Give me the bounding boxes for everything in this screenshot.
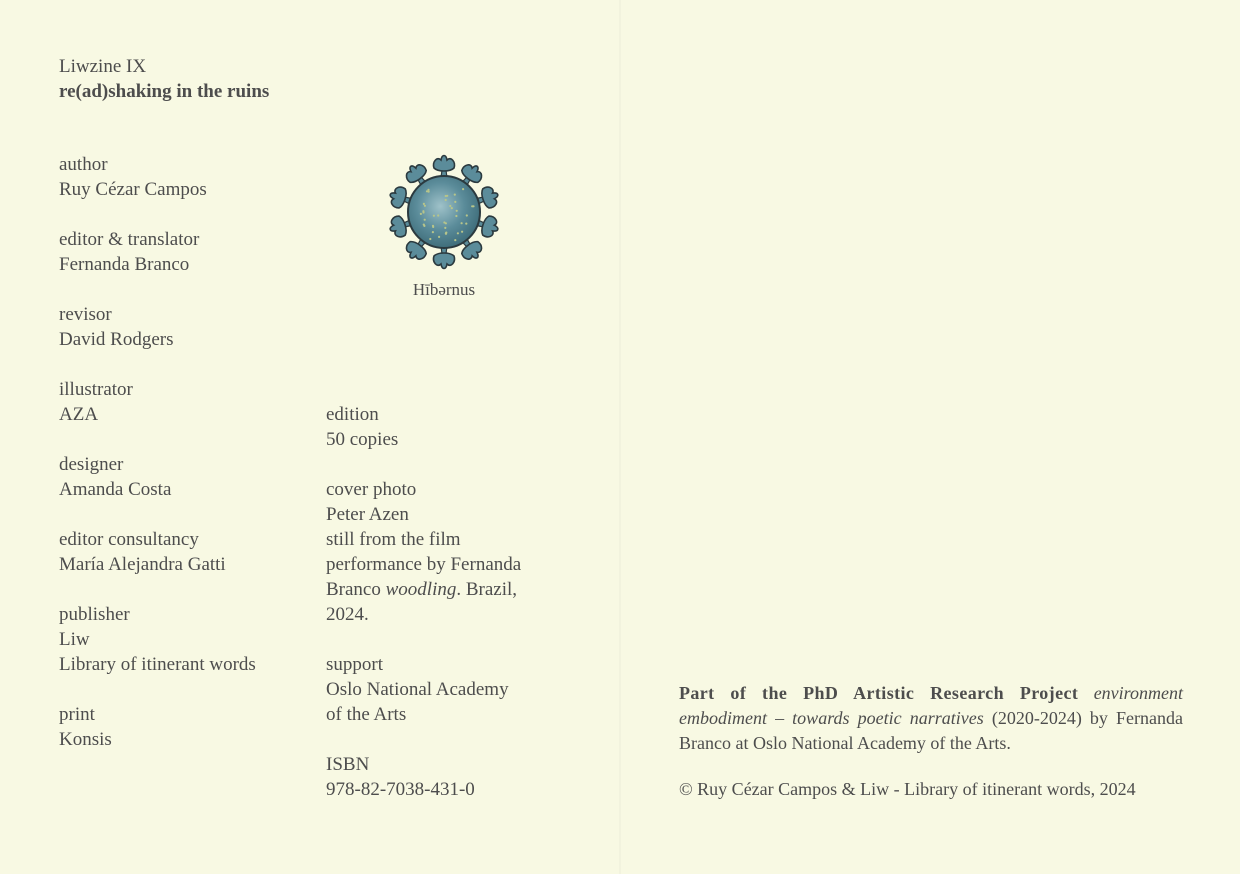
credit-role: editor consultancy [59,529,199,550]
credits-right [326,402,521,802]
credit-role: illustrator [59,379,133,400]
virus-spot [444,227,446,229]
project-prefix: Part of the PhD Artistic Research Project [679,683,1079,703]
virus-spot [426,190,428,192]
title-block [59,54,269,104]
credit-edition [326,402,521,452]
credit-line: still from the film [326,529,461,550]
credit-role: print [59,704,95,725]
virus-spot [423,225,425,227]
credit-author [59,152,256,202]
film-title: woodling [385,579,457,600]
credit-publisher [59,602,256,677]
series-label: Liwzine IX [59,56,147,77]
credit-role: support [326,654,383,675]
credit-cover-photo [326,477,521,627]
right-page [620,0,1240,874]
credit-line [326,577,521,602]
credit-role: editor & translator [59,229,200,250]
virus-spot [461,231,463,233]
credit-name: Library of itinerant words [59,654,256,675]
zine-title: re(ad)shaking in the ruins [59,81,270,102]
credit-name: Fernanda Branco [59,254,190,275]
virus-spot [422,211,424,213]
virus-spot [445,232,447,234]
virus-spike [434,156,455,179]
virus-spot [451,207,453,209]
credit-role: revisor [59,304,112,325]
virus-spot [424,205,426,207]
credit-line-post: . Brazil, [456,579,518,600]
project-title: environment embodiment – towards poetic narratives [679,683,1183,728]
virus-spot [423,203,425,205]
credit-editor-consultancy [59,527,256,577]
credits-left [59,152,256,752]
credit-role: ISBN [326,754,370,775]
credit-name: Konsis [59,729,112,750]
credit-role: cover photo [326,479,417,500]
virus-spot [445,199,447,201]
virus-spot [420,213,422,215]
credit-role: author [59,154,108,175]
virus-spot [466,214,468,216]
virus-illustration [386,154,502,270]
credit-line: performance by Fernanda [326,554,522,575]
credit-name: Ruy Cézar Campos [59,179,207,200]
credit-revisor [59,302,256,352]
credit-line: Oslo National Academy [326,679,509,700]
virus-spot [437,214,439,216]
virus-spot [455,215,457,217]
virus-spot [445,195,447,197]
virus-spot [462,188,464,190]
credit-line-pre: Branco [326,579,386,600]
credit-isbn [326,752,521,802]
credit-print [59,702,256,752]
virus-body [408,176,480,248]
credit-designer [59,452,256,502]
credit-name: Amanda Costa [59,479,172,500]
illustration-caption: Hībərnus [412,280,476,299]
virus-spot [465,223,467,225]
credit-line: of the Arts [326,704,407,725]
credit-illustrator [59,377,256,427]
credit-name: David Rodgers [59,329,174,350]
credit-line: 2024. [326,604,369,625]
virus-spot [429,238,431,240]
virus-spot [471,205,473,207]
virus-spot [449,205,451,207]
virus-spot [433,215,435,217]
virus-spot [432,231,434,233]
virus-spot [457,232,459,234]
credit-role: publisher [59,604,130,625]
virus-spot [445,222,447,224]
credit-role: edition [326,404,379,425]
virus-spot [461,222,463,224]
credit-name: Liw [59,629,90,650]
project-note [679,681,1183,756]
project-suffix: (2020-2024) by Fernanda Branco at Oslo National Academy of the Arts. [679,708,1183,753]
virus-spot [438,236,440,238]
virus-spot [424,219,426,221]
virus-spot [454,201,456,203]
virus-spot [454,194,456,196]
virus-spot [432,225,434,227]
credit-value: 50 copies [326,429,399,450]
isbn-value: 978-82-7038-431-0 [326,779,475,800]
credit-support [326,652,521,727]
credit-name: AZA [59,404,99,425]
credit-name: María Alejandra Gatti [59,554,226,575]
virus-spot [454,239,456,241]
copyright-line: © Ruy Cézar Campos & Liw - Library of itinerant words, 2024 [679,779,1136,799]
credit-line: Peter Azen [326,504,409,525]
credit-editor-translator [59,227,256,277]
virus-spot [456,210,458,212]
virus-spike [434,246,455,269]
credit-role: designer [59,454,124,475]
